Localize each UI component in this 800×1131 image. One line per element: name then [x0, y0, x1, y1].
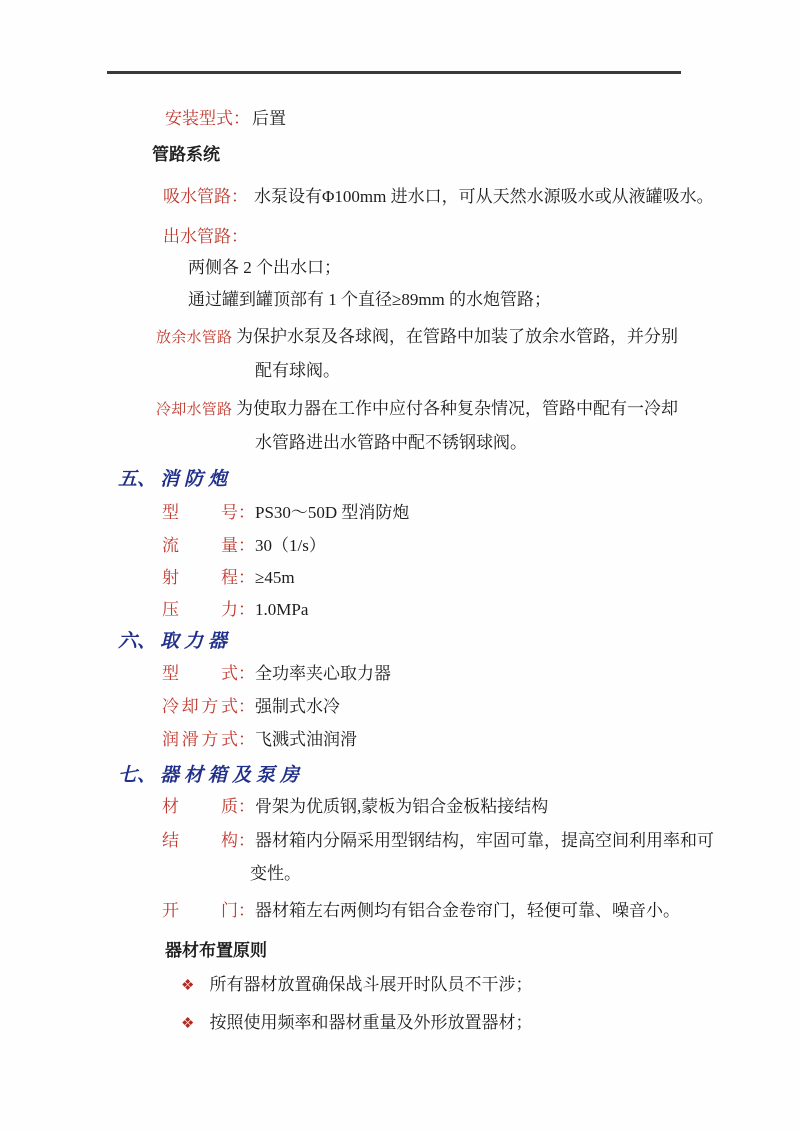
discharge-item: 通过罐到罐顶部有 1 个直径≥89mm 的水炮管路；: [188, 290, 552, 309]
spec-label: 射程: [162, 568, 238, 587]
cooling-pipe-label: 冷却水管路: [156, 402, 232, 418]
diamond-bullet-icon: ❖: [181, 978, 195, 994]
section-heading-power-takeoff: [0, 632, 800, 652]
spec-colon: ：: [238, 730, 255, 749]
spec-colon: ：: [238, 536, 255, 555]
drain-pipe-label: 放余水管路: [156, 330, 232, 346]
section-number: 六、: [118, 631, 157, 652]
section-heading-equipment-box: [0, 766, 800, 786]
spec-value-continuation: 变性。: [250, 864, 301, 883]
spec-row-type: [0, 665, 800, 682]
spec-value: 器材箱左右两侧均有铝合金卷帘门，轻便可靠、噪音小。: [255, 901, 680, 920]
spec-value: 强制式水冷: [255, 697, 340, 716]
install-type-label: 安装型式：: [165, 109, 250, 128]
spec-label: 润滑方式: [162, 730, 238, 749]
cooling-pipe-text-line2: 水管路进出水管路中配不锈钢球阀。: [255, 433, 527, 452]
drain-pipe-row: [0, 328, 800, 347]
top-horizontal-rule: [107, 71, 681, 74]
spec-value: 器材箱内分隔采用型钢结构，牢固可靠，提高空间利用率和可: [255, 831, 714, 850]
cooling-pipe-text-line1: 为使取力器在工作中应付各种复杂情况，管路中配有一冷却: [236, 399, 678, 418]
section-title: 消防炮: [160, 469, 233, 490]
piping-system-heading: 管路系统: [152, 145, 220, 164]
spec-label: 材质: [162, 797, 238, 816]
spec-label: 结构: [162, 831, 238, 850]
spec-colon: ：: [238, 831, 255, 850]
spec-label: 型号: [162, 503, 238, 522]
spec-colon: ：: [238, 697, 255, 716]
spec-label: 流量: [162, 536, 238, 555]
spec-row-structure: [0, 832, 800, 849]
bullet-text: 所有器材放置确保战斗展开时队员不干涉；: [209, 975, 533, 994]
suction-pipe-text: 水泵设有Φ100mm 进水口，可从天然水源吸水或从液罐吸水。: [254, 187, 714, 206]
spec-row-model: [0, 504, 800, 521]
discharge-item: 两侧各 2 个出水口；: [188, 258, 341, 277]
cooling-pipe-row: [0, 400, 800, 419]
drain-pipe-text-line1: 为保护水泵及各球阀，在管路中加装了放余水管路，并分别: [236, 327, 678, 346]
install-type-value: 后置: [252, 109, 286, 128]
spec-colon: ：: [238, 901, 255, 920]
diamond-bullet-icon: ❖: [181, 1016, 195, 1032]
bullet-item: [0, 976, 800, 995]
spec-label: 型式: [162, 664, 238, 683]
spec-row-doors: [0, 902, 800, 919]
discharge-pipe-row: [0, 228, 800, 245]
spec-value: 飞溅式油润滑: [255, 730, 357, 749]
equipment-layout-heading: 器材布置原则: [165, 941, 267, 960]
spec-row-pressure: [0, 601, 800, 618]
spec-row-cooling-method: [0, 698, 800, 715]
spec-row-material: [0, 798, 800, 815]
spec-label: 开门: [162, 901, 238, 920]
section-title: 器材箱及泵房: [160, 765, 305, 786]
spec-label: 压力: [162, 600, 238, 619]
spec-value: 全功率夹心取力器: [255, 664, 391, 683]
spec-value: PS30～50D 型消防炮: [255, 503, 410, 522]
spec-value: 30（1/s）: [255, 536, 326, 555]
spec-label: 冷却方式: [162, 697, 238, 716]
section-heading-fire-monitor: [0, 470, 800, 490]
spec-colon: ：: [238, 568, 255, 587]
bullet-text: 按照使用频率和器材重量及外形放置器材；: [209, 1013, 533, 1032]
section-title: 取力器: [160, 631, 233, 652]
discharge-pipe-label: 出水管路：: [163, 227, 248, 246]
section-number: 七、: [118, 765, 157, 786]
spec-colon: ：: [238, 797, 255, 816]
spec-value: 骨架为优质钢,蒙板为铝合金板粘接结构: [255, 797, 549, 816]
spec-colon: ：: [238, 664, 255, 683]
spec-value: ≥45m: [255, 568, 295, 587]
spec-colon: ：: [238, 600, 255, 619]
spec-value: 1.0MPa: [255, 600, 309, 619]
spec-row-lubrication: [0, 731, 800, 748]
bullet-item: [0, 1014, 800, 1033]
drain-pipe-text-line2: 配有球阀。: [255, 361, 340, 380]
section-number: 五、: [118, 469, 157, 490]
spec-row-range: [0, 569, 800, 586]
suction-pipe-row: [0, 188, 800, 205]
spec-row-flow: [0, 537, 800, 554]
spec-colon: ：: [238, 503, 255, 522]
suction-pipe-label: 吸水管路：: [163, 187, 248, 206]
install-type-row: [0, 110, 800, 127]
